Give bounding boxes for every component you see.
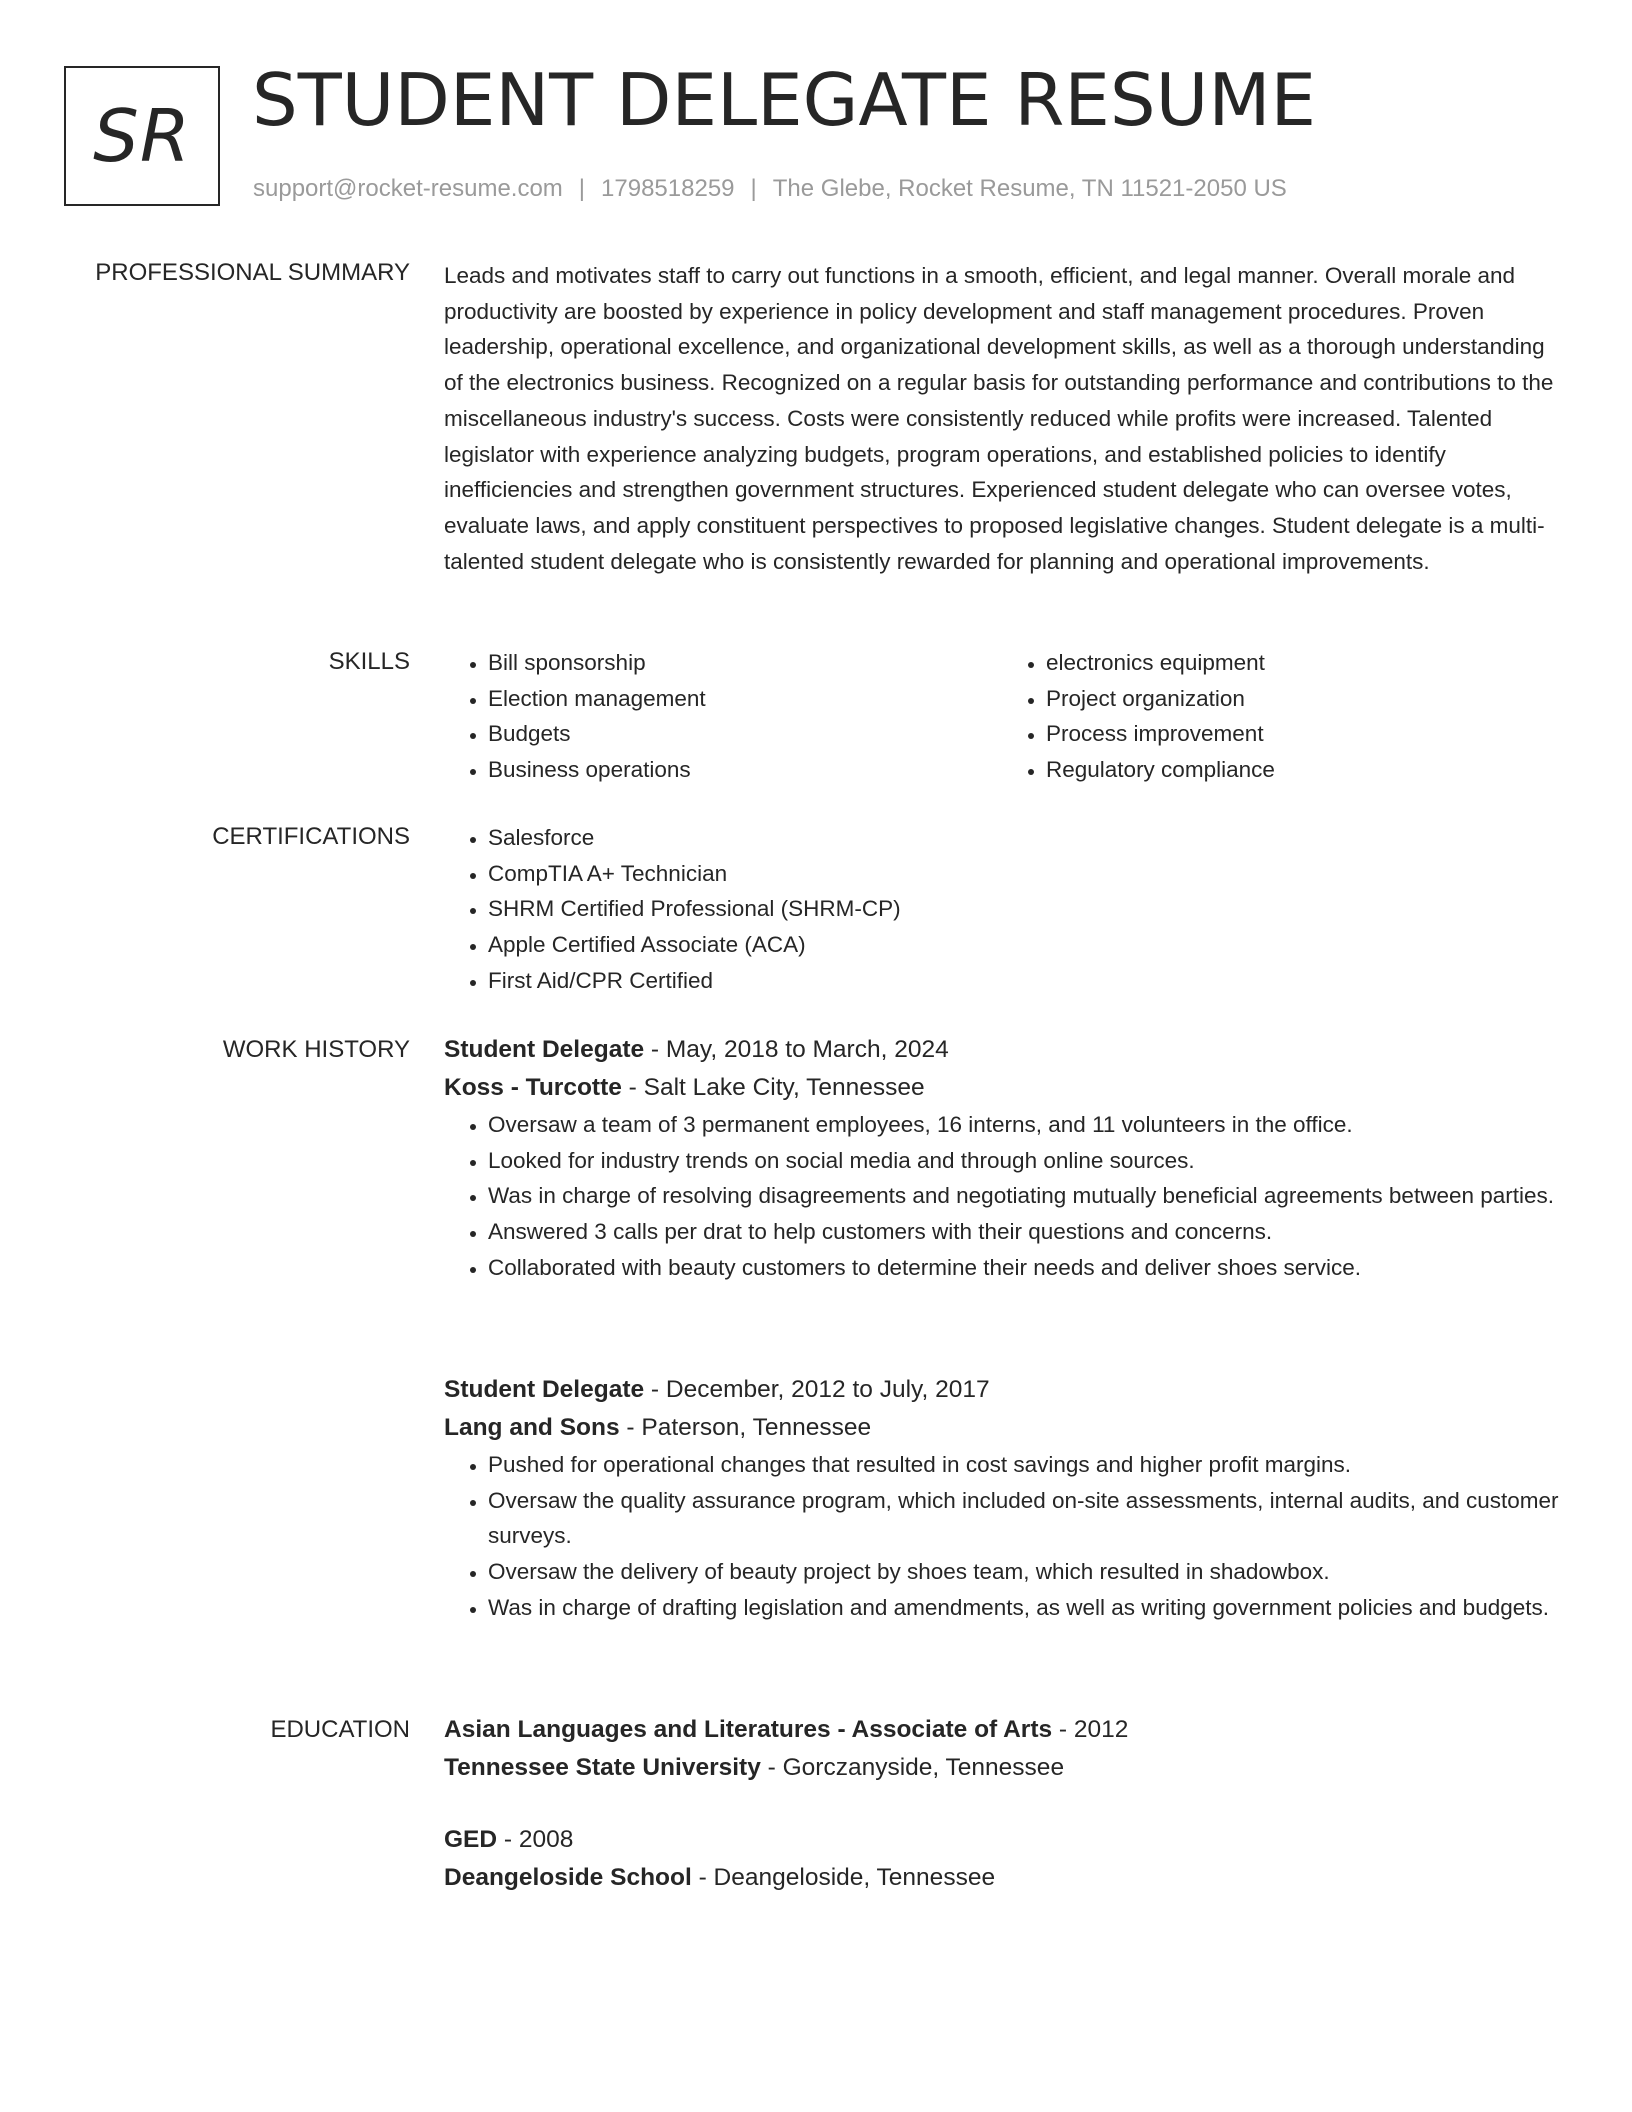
job-entry [444,1031,1560,1286]
responsibility-item: • Oversaw the quality assurance program, which included on-site assessments, internal audits, and customer surveys. [488,1483,1560,1554]
education-degree-line [444,1821,1560,1859]
skills-column-1 [444,645,1002,788]
certifications-body [444,820,1560,999]
contact-separator: | [578,175,586,202]
job-responsibilities [444,1447,1560,1626]
responsibility-item: • Collaborated with beauty customers to determine their needs and deliver shoes service. [488,1250,1560,1286]
skill-item: • Bill sponsorship [488,645,1002,681]
monogram: SR [64,66,220,206]
responsibility-item: • Was in charge of resolving disagreements and negotiating mutually beneficial agreements between parties. [488,1178,1560,1214]
education-degree: GED [444,1826,498,1853]
job-title: Student Delegate [444,1036,645,1063]
education-year: - 2008 [497,1826,574,1853]
responsibility-item: • Answered 3 calls per drat to help customers with their questions and concerns. [488,1214,1560,1250]
job-dates: - December, 2012 to July, 2017 [644,1376,990,1403]
job-company-line [444,1069,1560,1107]
education-entry [444,1821,1560,1897]
education-location: - Deangeloside, Tennessee [691,1864,996,1891]
responsibility-item: • Was in charge of drafting legislation and amendments, as well as writing government policies and budgets. [488,1590,1560,1626]
education-school-line [444,1749,1560,1787]
contact-email: support@rocket-resume.com [253,175,563,202]
job-title: Student Delegate [444,1376,645,1403]
responsibility-item: • Oversaw the delivery of beauty project by shoes team, which resulted in shadowbox. [488,1554,1560,1590]
job-company: Koss - Turcotte [444,1074,622,1101]
job-title-line [444,1371,1560,1409]
skill-item: • Regulatory compliance [1046,752,1560,788]
responsibility-item: • Pushed for operational changes that resulted in cost savings and higher profit margins. [488,1447,1560,1483]
education-location: - Gorczanyside, Tennessee [760,1754,1065,1781]
summary-body [444,258,1560,579]
summary-text: Leads and motivates staff to carry out functions in a smooth, efficient, and legal manner. Overall morale and productivity are boosted by experience in policy development and staff management procedures. Proven leadership, operational excellence, and organizational development skills, as well as a thorough understanding of the electronics business. Recognized on a regular basis for outstanding performance and contributions to the miscellaneous industry's success. Costs were consistently reduced while profits were increased. Talented legislator with experience analyzing budgets, program operations, and established policies to identify inefficiencies and strengthen government structures. Experienced student delegate who can oversee votes, evaluate laws, and apply constituent perspectives to proposed legislative changes. Student delegate is a multi-talented student delegate who is consistently rewarded for planning and operational improvements. [444,263,1554,574]
job-company: Lang and Sons [444,1414,620,1441]
responsibility-item: • Oversaw a team of 3 permanent employees, 16 interns, and 11 volunteers in the office. [488,1107,1560,1143]
education-degree: Asian Languages and Literatures - Associate of Arts [444,1716,1053,1743]
contact-address: The Glebe, Rocket Resume, TN 11521-2050 US [772,175,1287,202]
summary-label: PROFESSIONAL SUMMARY [95,259,410,286]
contact-separator: | [750,175,757,202]
education-year: - 2012 [1052,1716,1129,1743]
job-dates: - May, 2018 to March, 2024 [644,1036,949,1063]
skill-item: • Election management [488,681,1002,717]
skill-item: • Process improvement [1046,716,1560,752]
education-school-line [444,1859,1560,1897]
contact-line [253,174,1287,204]
certifications-list [444,820,1560,999]
education-entry [444,1711,1560,1787]
skills-label: SKILLS [328,648,410,675]
education-school: Deangeloside School [444,1864,692,1891]
job-location: - Salt Lake City, Tennessee [621,1074,925,1101]
certification-item: • First Aid/CPR Certified [488,963,1560,999]
skill-item: • Budgets [488,716,1002,752]
education-degree-line [444,1711,1560,1749]
work-history-label: WORK HISTORY [222,1036,410,1063]
job-company-line [444,1409,1560,1447]
job-title-line [444,1031,1560,1069]
responsibility-item: • Looked for industry trends on social media and through online sources. [488,1143,1560,1179]
skill-item: • electronics equipment [1046,645,1560,681]
education-label: EDUCATION [270,1716,410,1743]
certification-item: • CompTIA A+ Technician [488,856,1560,892]
skill-item: • Business operations [488,752,1002,788]
certifications-label: CERTIFICATIONS [212,823,410,850]
skills-body [444,645,1560,788]
skills-column-2 [1002,645,1560,788]
education-school: Tennessee State University [444,1754,761,1781]
job-responsibilities [444,1107,1560,1286]
job-entry [444,1371,1560,1626]
contact-phone: 1798518259 [601,175,735,202]
certification-item: • SHRM Certified Professional (SHRM-CP) [488,891,1560,927]
job-location: - Paterson, Tennessee [619,1414,872,1441]
skill-item: • Project organization [1046,681,1560,717]
resume-title: STUDENT DELEGATE RESUME [252,58,1316,142]
certification-item: • Salesforce [488,820,1560,856]
certification-item: • Apple Certified Associate (ACA) [488,927,1560,963]
